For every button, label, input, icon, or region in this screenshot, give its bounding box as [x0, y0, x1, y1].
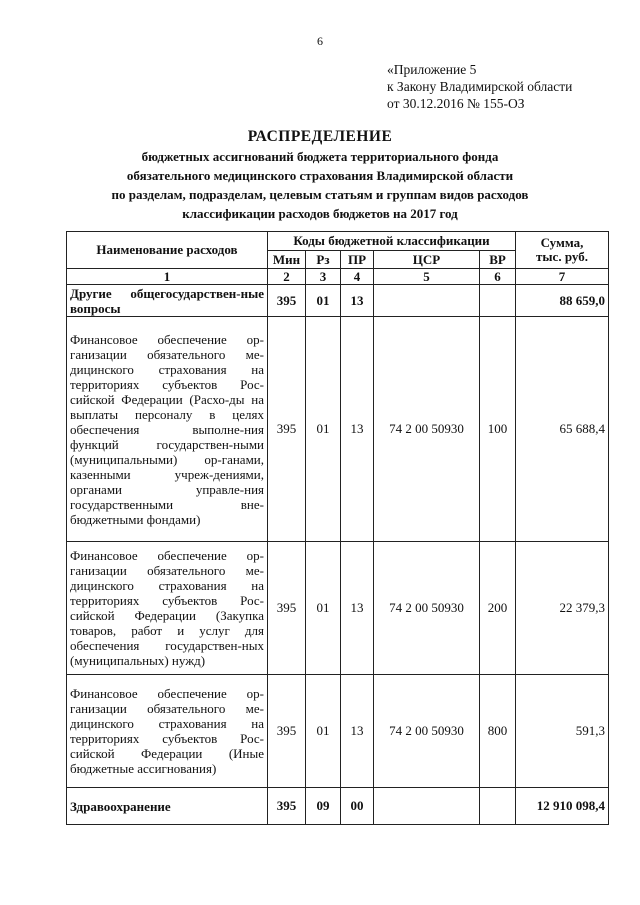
table-row — [67, 317, 609, 542]
row-pr: 00 — [341, 788, 374, 825]
row-vr — [480, 285, 516, 317]
column-number: 3 — [306, 269, 341, 285]
header-sum — [516, 232, 609, 269]
row-rz: 09 — [306, 788, 341, 825]
column-number: 6 — [480, 269, 516, 285]
header-sum-line-1: Сумма, — [540, 235, 584, 250]
row-min: 395 — [268, 317, 306, 542]
header-min: Мин — [268, 251, 306, 269]
row-sum: 22 379,3 — [516, 542, 609, 675]
title-line-1: бюджетных ассигнований бюджета территориального фонда — [141, 149, 499, 164]
page-number: 6 — [317, 34, 323, 48]
row-csr: 74 2 00 50930 — [374, 675, 480, 788]
row-pr: 13 — [341, 675, 374, 788]
column-number: 4 — [341, 269, 374, 285]
row-vr — [480, 788, 516, 825]
row-min: 395 — [268, 542, 306, 675]
column-number: 5 — [374, 269, 480, 285]
row-name: Здравоохранение — [67, 788, 268, 825]
appendix-line-1: «Приложение 5 — [387, 62, 477, 77]
budget-table — [66, 231, 609, 825]
row-min: 395 — [268, 788, 306, 825]
title-main: РАСПРЕДЕЛЕНИЕ — [247, 128, 393, 145]
header-pr: ПР — [341, 251, 374, 269]
row-pr: 13 — [341, 285, 374, 317]
row-rz: 01 — [306, 317, 341, 542]
header-rz: Рз — [306, 251, 341, 269]
row-rz: 01 — [306, 285, 341, 317]
row-name: Финансовое обеспечение ор-ганизации обязательного ме-дицинского страхования на территориях субъектов Рос-сийской Федерации (Иные бюджетные ассигнования) — [67, 675, 268, 788]
row-min: 395 — [268, 675, 306, 788]
document-title — [0, 127, 640, 223]
column-number: 2 — [268, 269, 306, 285]
table-row — [67, 675, 609, 788]
table-row — [67, 542, 609, 675]
row-name: Финансовое обеспечение ор-ганизации обязательного ме-дицинского страхования на территориях субъектов Рос-сийской Федерации (Закупка товаров, работ и услуг для обеспечения государствен-ных (муниципальных) нужд) — [67, 542, 268, 675]
row-pr: 13 — [341, 317, 374, 542]
appendix-line-3: от 30.12.2016 № 155-ОЗ — [387, 96, 525, 111]
row-name: Финансовое обеспечение ор-ганизации обязательного ме-дицинского страхования на территориях субъектов Рос-сийской Федерации (Расхо-ды на выплаты персоналу в целях обеспечения выполне-ния функций государствен-ными (муниципальными) ор-ганами, казенными учреж-дениями, органами управле-ния государственными вне-бюджетными фондами) — [67, 317, 268, 542]
header-name: Наименование расходов — [67, 232, 268, 269]
title-line-2: обязательного медицинского страхования Владимирской области — [126, 168, 514, 183]
row-csr: 74 2 00 50930 — [374, 317, 480, 542]
header-vr: ВР — [480, 251, 516, 269]
table-row — [67, 285, 609, 317]
appendix-line-2: к Закону Владимирской области — [387, 79, 573, 94]
appendix-reference — [387, 61, 572, 112]
row-sum: 591,3 — [516, 675, 609, 788]
table-row — [67, 788, 609, 825]
row-csr: 74 2 00 50930 — [374, 542, 480, 675]
row-name: Другие общегосударствен-ные вопросы — [67, 285, 268, 317]
column-number: 1 — [67, 269, 268, 285]
row-sum: 65 688,4 — [516, 317, 609, 542]
column-number: 7 — [516, 269, 609, 285]
row-vr: 200 — [480, 542, 516, 675]
title-line-4: классификации расходов бюджетов на 2017 год — [182, 206, 458, 221]
row-sum: 88 659,0 — [516, 285, 609, 317]
header-csr: ЦСР — [374, 251, 480, 269]
row-pr: 13 — [341, 542, 374, 675]
row-min: 395 — [268, 285, 306, 317]
row-rz: 01 — [306, 542, 341, 675]
header-sum-line-2: тыс. руб. — [536, 249, 588, 264]
row-csr — [374, 285, 480, 317]
title-line-3: по разделам, подразделам, целевым статьям и группам видов расходов — [111, 187, 529, 202]
row-vr: 100 — [480, 317, 516, 542]
column-number-row — [67, 269, 609, 285]
row-rz: 01 — [306, 675, 341, 788]
row-vr: 800 — [480, 675, 516, 788]
row-csr — [374, 788, 480, 825]
row-sum: 12 910 098,4 — [516, 788, 609, 825]
header-codes: Коды бюджетной классификации — [268, 232, 516, 251]
